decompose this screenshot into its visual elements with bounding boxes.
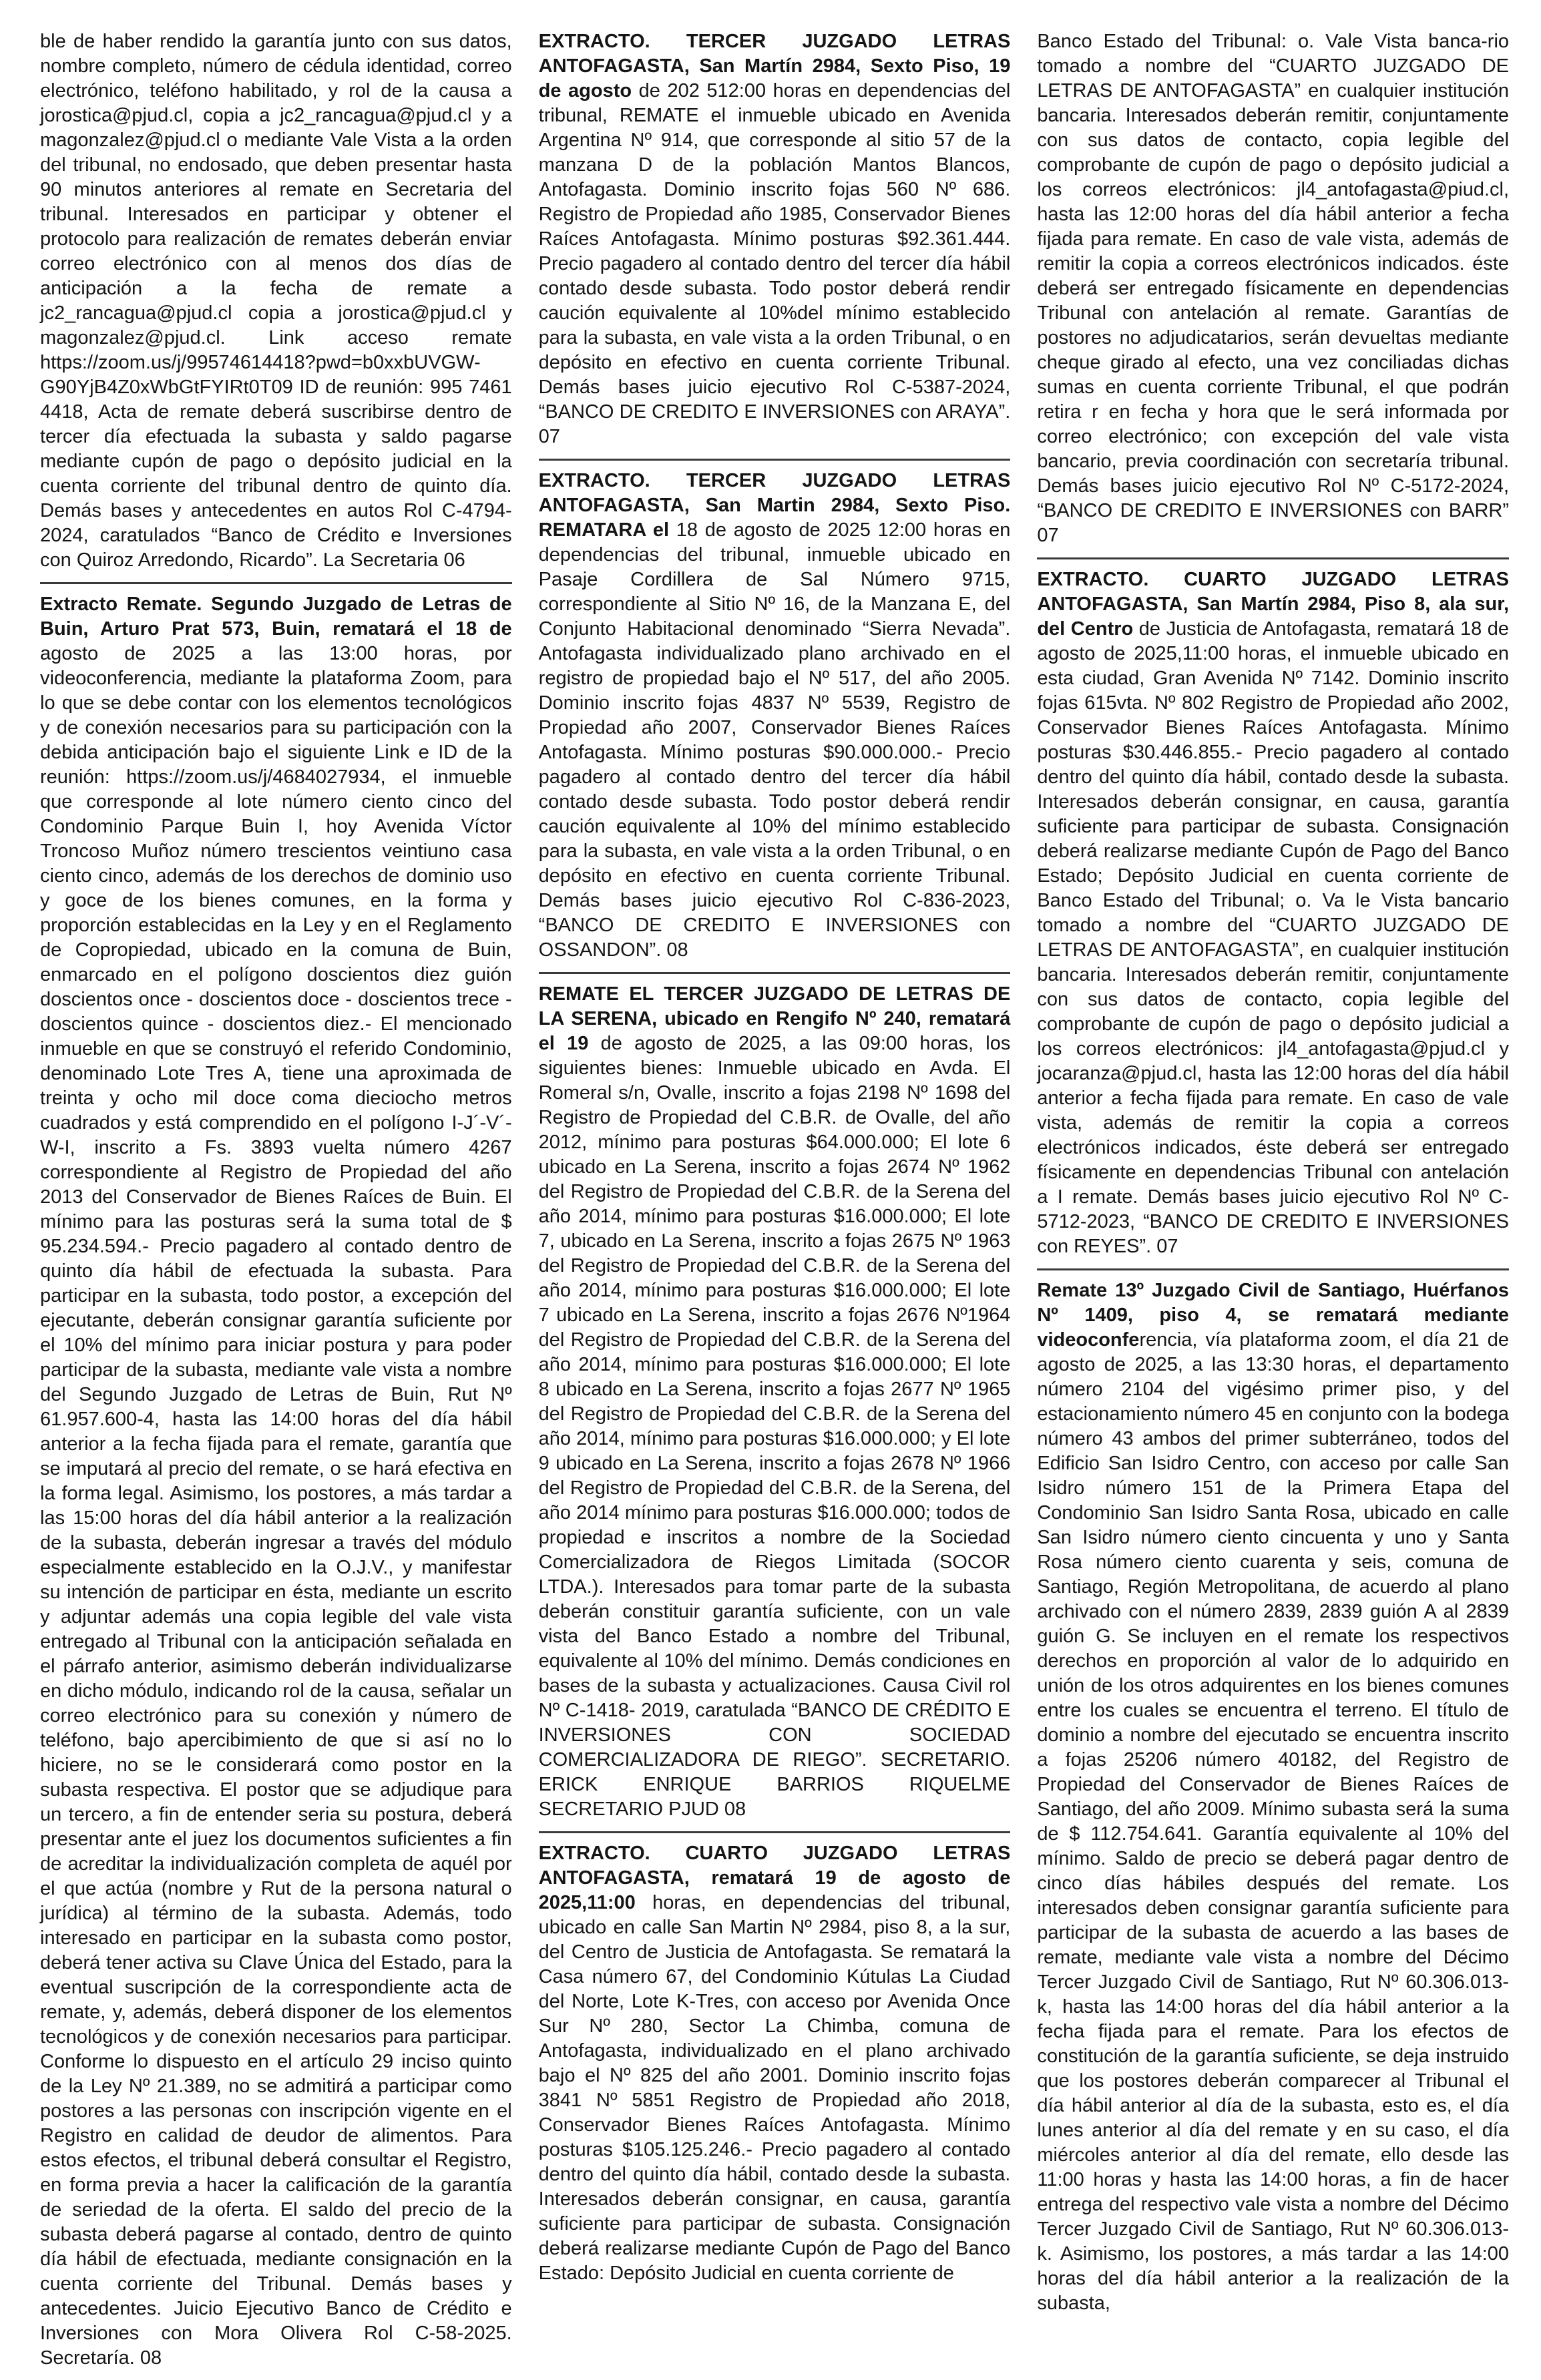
notice-body: agosto de 2025 a las 13:00 horas, por videoconferencia, mediante la plataforma Zoom, para lo que se debe contar con los elementos tecnológicos y de conexión necesarios para su participación con la debida anticipación bajo el siguiente Link e ID de la reunión: https://zoom.us/j/4684027934, el inmueble que corresponde al lote número ciento cinco del Condominio Parque Buin I, hoy Avenida Víctor Troncoso Muñoz número trescientos veintiuno casa ciento cinco, además de los derechos de dominio uso y goce de los bienes comunes, en la forma y proporción establecidas en la Ley y en el Reglamento de Copropiedad, ubicado en la comuna de Buin, enmarcado en el polígono doscientos diez guión doscientos once - doscientos doce - doscientos trece - doscientos quince - doscientos diez.- El mencionado inmueble en que se construyó el referido Condominio, denominado Lote Tres A, tiene una aproximada de treinta y ocho mil doce coma dieciocho metros cuadrados y está comprendido en el polígono I-J´-V´-W-I, inscrito a Fs. 3893 vuelta número 4267 correspondiente al Registro de Propiedad del año 2013 del Conservador de Bienes Raíces de Buin. El mínimo para las posturas será la suma total de $ 95.234.594.- Precio pagadero al contado dentro de quinto día hábil de efectuada la subasta. Para participar en la subasta, todo postor, a excepción del ejecutante, deberán consignar garantía suficiente por el 10% del mínimo para iniciar postura y para poder participar de la subasta, mediante vale vista a nombre del Segundo Juzgado de Letras de Buin, Rut Nº 61.957.600-4, hasta las 14:00 horas del día hábil anterior a la fecha fijada para el remate, garantía que se imputará al precio del remate, o se hará efectiva en la forma legal. Asimismo, los postores, a más tardar a las 15:00 horas del día hábil anterior a la realización de la subasta, deberán ingresar a través del módulo especialmente establecido en la O.J.V., y manifestar su intención de participar en ésta, mediante un escrito y adjuntar además una copia legible del vale vista entregado al Tribunal con la anticipación señalada en el párrafo anterior, asimismo deberán individualizarse en dicho módulo, indicando rol de la causa, señalar un correo electrónico para su conexión y número de teléfono, bajo apercibimiento de que si así no lo hiciere, no se le considerará como postor en la subasta respectiva. El postor que se adjudique para un tercero, a fin de entender seria su postura, deberá presentar ante el juez los documentos suficientes a fin de acreditar la individualización completa de aquél por el que actúa (nombre y Rut de la persona natural o jurídica) al término de la subasta. Además, todo interesado en participar en la subasta como postor, deberá tener activa su Clave Única del Estado, para la eventual suscripción de la correspondiente acta de remate, y, además, deberá disponer de los elementos tecnológicos y de conexión necesarios para participar. Conforme lo dispuesto en el artículo 29 inciso quinto de la Ley Nº 21.389, no se admitirá a participar como postores a las personas con inscripción vigente en el Registro en calidad de deudor de alimentos. Para estos efectos, el tribunal deberá consultar el Registro, en forma previa a hacer la calificación de la garantía de seriedad de la oferta. El saldo del precio de la subasta deberá pagarse al contado, dentro de quinto día hábil de efectuada, mediante consignación en la cuenta corriente del Tribunal. Demás bases y antecedentes. Juicio Ejecutivo Banco de Crédito e Inversiones con Mora Olivera Rol C-58-2025. Secretaría. 08 (40, 643, 512, 2369)
notice-heading: EXTRACTO. CUARTO JUZGADO LETRAS ANTOFAGASTA, rematará 19 de agosto de 2025,11:00 (538, 1843, 1011, 1913)
notice-body: ble de haber rendido la garantía junto con sus datos, nombre completo, número de cédula identidad, correo electrónico, teléfono habilitado, y rol de la causa a jorostica@pjud.cl, copia a jc2_rancagua@pjud.cl y a magonzalez@pjud.cl o mediante Vale Vista a la orden del tribunal, no endosado, que deben presentar hasta 90 minutos anteriores al remate en Secretaria del tribunal. Interesados en participar y obtener el protocolo para realización de remates deberán enviar correo electrónico con al menos dos días de anticipación a la fecha de remate a jc2_rancagua@pjud.cl copia a jorostica@pjud.cl y magonzalez@pjud.cl. Link acceso remate https://zoom.us/j/99574614418?pwd=b0xxbUVGW-G90YjB4Z0xWbGtFYIRt0T09 ID de reunión: 995 7461 4418, Acta de remate deberá suscribirse dentro de tercer día efectuada la subasta y saldo pagarse mediante cupón de pago o depósito judicial en la cuenta corriente del tribunal dentro de quinto día. Demás bases y antecedentes en autos Rol C-4794-2024, caratulados “Banco de Crédito e Inversiones con Quiroz Arredondo, Ricardo”. La Secretaria 06 (40, 31, 512, 571)
notice-1-2 (40, 584, 512, 2380)
notice-2-4 (539, 1833, 1011, 2295)
notice-1-1 (40, 29, 512, 584)
notice-3-3 (1037, 1270, 1509, 2325)
notice-heading: Extracto Remate. Segundo Juzgado de Letras de Buin, Arturo Prat 573, Buin, rematará el 18 de (40, 593, 512, 640)
notice-heading: EXTRACTO. TERCER JUZGADO LETRAS ANTOFAGASTA, San Martin 2984, Sexto Piso. REMATARA el (538, 470, 1011, 541)
column-3 (1037, 29, 1510, 2314)
notice-2-2 (539, 461, 1011, 974)
notice-heading: REMATE EL TERCER JUZGADO DE LETRAS DE LA SERENA, ubicado en Rengifo Nº 240, rematará el 19 (538, 983, 1011, 1054)
column-2 (538, 29, 1011, 2284)
notice-body: de Justicia de Antofagasta, rematará 18 de agosto de 2025,11:00 horas, el inmueble ubicado en esta ciudad, Gran Avenida Nº 7142. Dominio inscrito fojas 615vta. Nº 802 Registro de Propiedad año 2002, Conservador Bienes Raíces Antofagasta. Mínimo posturas $30.446.855.- Precio pagadero al contado dentro del quinto día hábil, contado desde la subasta. Interesados deberán consignar, en causa, garantía suficiente para participar de subasta. Consignación deberá realizarse mediante Cupón de Pago del Banco Estado; Depósito Judicial en cuenta corriente de Banco Estado del Tribunal; o. Va le Vista bancario tomado a nombre del “CUARTO JUZGADO DE LETRAS DE ANTOFAGASTA”, en cualquier institución bancaria. Interesados deberán remitir, conjuntamente con sus datos de contacto, copia legible del comprobante de cupón de pago o depósito judicial a los correos electrónicos: jl4_antofagasta@pjud.cl y jocaranza@pjud.cl, hasta las 12:00 horas del día hábil anterior a fecha fijada para remate. En caso de vale vista, además de remitir la copia a correos electrónicos indicados, éste deberá ser entregado físicamente en dependencias Tribunal con antelación a I remate. Demás bases juicio ejecutivo Rol Nº C-5712-2023, “BANCO DE CREDITO E INVERSIONES con REYES”. 07 (1037, 618, 1510, 1257)
notice-body: rencia, vía plataforma zoom, el día 21 de agosto de 2025, a las 13:30 horas, el departamento número 2104 del vigésimo primer piso, y del estacionamiento número 45 en conjunto con la bodega número 43 ambos del primer subterráneo, todos del Edificio San Isidro Centro, con acceso por calle San Isidro número 151 de la Primera Etapa del Condominio San Isidro Santa Rosa, ubicado en calle San Isidro número ciento cincuenta y uno y Santa Rosa número ciento cuarenta y seis, comuna de Santiago, Región Metropolitana, de acuerdo al plano archivado con el número 2839, 2839 guión A al 2839 guión G. Se incluyen en el remate los respectivos derechos en proporción al valor de lo adquirido en unión de los otros adquirentes en los bienes comunes entre los cuales se encuentra el terreno. El título de dominio a nombre del ejecutado se encuentra inscrito a fojas 25206 número 40182, del Registro de Propiedad del Conservador de Bienes Raíces de Santiago, del año 2009. Mínimo subasta será la suma de $ 112.754.641. Garantía equivalente al 10% del mínimo. Saldo de precio se deberá pagar dentro de cinco días hábiles después del remate. Los interesados deben consignar garantía suficiente para participar de la subasta de acuerdo a las bases de remate, mediante vale vista a nombre del Décimo Tercer Juzgado Civil de Santiago, Rut Nº 60.306.013-k, hasta las 14:00 horas del día hábil anterior a la fecha fijada para el remate. Para los efectos de constitución de la garantía suficiente, se deja instruido que los postores deberán comparecer al Tribunal el día hábil anterior al día de la subasta, esto es, el día lunes anterior al día del remate y en su caso, el día miércoles anterior al día del remate, ello desde las 11:00 horas y hasta las 14:00 horas, a fin de hacer entrega del respectivo vale vista a nombre del Décimo Tercer Juzgado Civil de Santiago, Rut Nº 60.306.013-k. Asimismo, los postores, a más tardar a las 14:00 horas del día hábil anterior a la realización de la subasta, (1037, 1329, 1510, 2314)
notice-body: de agosto de 2025, a las 09:00 horas, los siguientes bienes: Inmueble ubicado en Avda. El Romeral s/n, Ovalle, inscrito a fojas 2198 Nº 1698 del Registro de Propiedad del C.B.R. de Ovalle, del año 2012, mínimo para posturas $64.000.000; El lote 6 ubicado en La Serena, inscrito a fojas 2674 Nº 1962 del Registro de Propiedad del C.B.R. de la Serena del año 2014, mínimo para posturas $16.000.000; El lote 7, ubicado en La Serena, inscrito a fojas 2675 Nº 1963 del Registro de Propiedad del C.B.R. de la Serena del año 2014, mínimo para posturas $16.000.000; El lote 7 ubicado en La Serena, inscrito a fojas 2676 Nº1964 del Registro de Propiedad del C.B.R. de la Serena del año 2014, mínimo para posturas $16.000.000; El lote 8 ubicado en La Serena, inscrito a fojas 2677 Nº 1965 del Registro de Propiedad del C.B.R. de la Serena del año 2014, mínimo para posturas $16.000.000; y El lote 9 ubicado en La Serena, inscrito a fojas 2678 Nº 1966 del Registro de Propiedad del C.B.R. de la Serena, del año 2014 mínimo para posturas $16.000.000; todos de propiedad e inscritos a nombre de la Sociedad Comercializadora de Riegos Limitada (SOCOR LTDA.). Interesados para tomar parte de la subasta deberán constituir garantía suficiente, con un vale vista del Banco Estado a nombre del Tribunal, equivalente al 10% del mínimo. Demás condiciones en bases de la subasta y actualizaciones. Causa Civil rol Nº C-1418- 2019, caratulada “BANCO DE CRÉDITO E INVERSIONES CON SOCIEDAD COMERCIALIZADORA DE RIEGO”. SECRETARIO. ERICK ENRIQUE BARRIOS RIQUELME SECRETARIO PJUD 08 (538, 1033, 1011, 1820)
column-1 (40, 29, 512, 2369)
notice-2-1 (539, 29, 1011, 461)
notice-3-2 (1037, 559, 1509, 1270)
notice-3-1 (1037, 29, 1509, 559)
notice-body: Banco Estado del Tribunal: o. Vale Vista banca-rio tomado a nombre del “CUARTO JUZGADO DE LETRAS DE ANTOFAGASTA” en cualquier institución bancaria. Interesados deberán remitir, conjuntamente con sus datos de contacto, copia legible del comprobante de cupón de pago o depósito judicial a los correos electrónicos: jl4_antofagasta@piud.cl, hasta las 12:00 horas del día hábil anterior a fecha fijada para remate. En caso de vale vista, además de remitir la copia a correos electrónicos indicados. éste deberá ser entregado físicamente en dependencias Tribunal con antelación al remate. Garantías de postores no adjudicatarios, serán devueltas mediante cheque girado al efecto, una vez conciliadas dichas sumas en cuenta corriente Tribunal, el que podrán retira r en fecha y hora que le será informada por correo electrónico; con excepción del vale vista bancario, previa coordinación con secretaría tribunal. Demás bases juicio ejecutivo Rol Nº C-5172-2024, “BANCO DE CREDITO E INVERSIONES con BARR” 07 (1037, 31, 1510, 546)
notice-body: de 202 512:00 horas en dependencias del tribunal, REMATE el inmueble ubicado en Avenida Argentina Nº 914, que corresponde al sitio 57 de la manzana D de la población Mantos Blancos, Antofagasta. Dominio inscrito fojas 560 Nº 686. Registro de Propiedad año 1985, Conservador Bienes Raíces Antofagasta. Mínimo posturas $92.361.444. Precio pagadero al contado dentro del tercer día hábil contado desde subasta. Todo postor deberá rendir caución equivalente al 10%del mínimo establecido para la subasta, en vale vista a la orden Tribunal, o en depósito en efectivo en cuenta corriente Tribunal. Demás bases juicio ejecutivo Rol C-5387-2024, “BANCO DE CREDITO E INVERSIONES con ARAYA”. 07 (538, 80, 1011, 447)
notice-2-3 (539, 974, 1011, 1833)
notice-body: horas, en dependencias del tribunal, ubicado en calle San Martin Nº 2984, piso 8, a la sur, del Centro de Justicia de Antofagasta. Se rematará la Casa número 67, del Condominio Kútulas La Ciudad del Norte, Lote K-Tres, con acceso por Avenida Once Sur Nº 280, Sector La Chimba, comuna de Antofagasta, individualizado en el plano archivado bajo el Nº 825 del año 2001. Dominio inscrito fojas 3841 Nº 5851 Registro de Propiedad año 2018, Conservador Bienes Raíces Antofagasta. Mínimo posturas $105.125.246.- Precio pagadero al contado dentro del quinto día hábil, contado desde la subasta. Interesados deberán consignar, en causa, garantía suficiente para participar de subasta. Consignación deberá realizarse mediante Cupón de Pago del Banco Estado: Depósito Judicial en cuenta corriente de (538, 1892, 1011, 2284)
notice-body: 18 de agosto de 2025 12:00 horas en dependencias del tribunal, inmueble ubicado en Pasaje Cordillera de Sal Número 9715, correspondiente al Sitio Nº 16, de la Manzana E, del Conjunto Habitacional denominado “Sierra Nevada”. Antofagasta individualizado plano archivado en el registro de propiedad bajo el Nº 517, del año 2005. Dominio inscrito fojas 4837 Nº 5539, Registro de Propiedad año 2007, Conservador Bienes Raíces Antofagasta. Mínimo posturas $90.000.000.- Precio pagadero al contado dentro del tercer día hábil contado desde subasta. Todo postor deberá rendir caución equivalente al 10% del mínimo establecido para la subasta, en vale vista a la orden Tribunal, o en depósito en efectivo en cuenta corriente Tribunal. Demás bases juicio ejecutivo Rol C-836-2023, “BANCO DE CREDITO E INVERSIONES con OSSANDON”. 08 (538, 519, 1011, 961)
notice-heading: EXTRACTO. TERCER JUZGADO LETRAS ANTOFAGASTA, San Martín 2984, Sexto Piso, 19 de agosto (538, 31, 1011, 101)
notice-heading: Remate 13º Juzgado Civil de Santiago, Huérfanos Nº 1409, piso 4, se rematará mediante videoconfe (1037, 1280, 1510, 1351)
notice-heading: EXTRACTO. CUARTO JUZGADO LETRAS ANTOFAGASTA, San Martín 2984, Piso 8, ala sur, del Centro (1037, 569, 1510, 640)
